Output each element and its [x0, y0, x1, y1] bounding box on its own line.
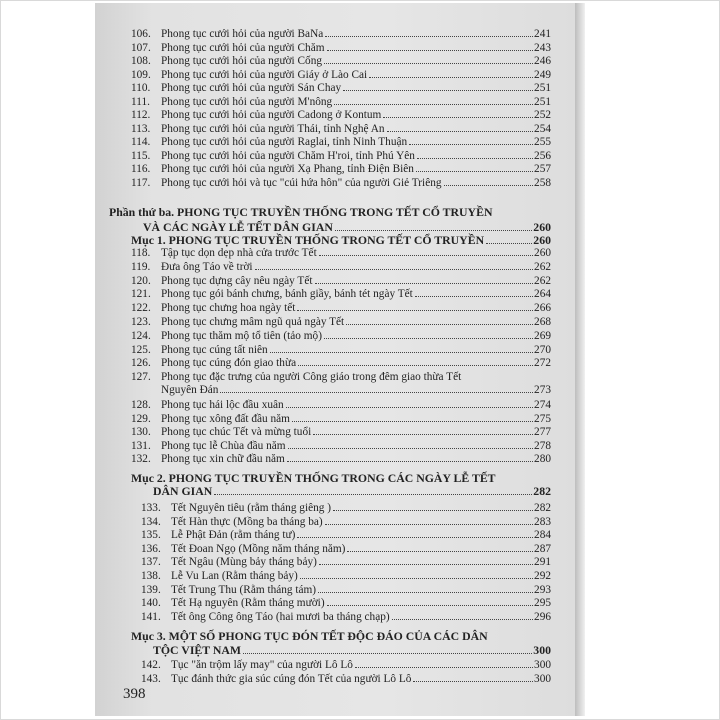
- toc-entry: [131, 261, 551, 274]
- entry-number: 130.: [131, 426, 151, 438]
- dot-leader: [315, 283, 534, 284]
- entry-text: Tết Nguyên tiêu (rằm tháng giêng ): [171, 502, 331, 514]
- entry-text: Phong tục cúng đón giao thừa: [161, 357, 297, 370]
- entry-number: 116.: [131, 163, 151, 175]
- page-ref: 262: [534, 260, 551, 273]
- page-ref: 300: [534, 659, 551, 671]
- entry-text: Phong tục cưới hỏi của người Thái, tỉnh Nghệ An: [161, 122, 385, 135]
- page-ref: 287: [534, 542, 551, 555]
- entry-text: Phong tục cưới hỏi của người Raglai, tỉnh Ninh Thuận: [161, 136, 408, 148]
- dot-leader: [325, 524, 533, 525]
- entry-text: Phong tục cưới hỏi của người Cống: [161, 55, 322, 67]
- dot-leader: [416, 171, 533, 172]
- page-ref: 241: [534, 28, 551, 40]
- dot-leader: [288, 448, 533, 449]
- page-ref: 272: [534, 357, 551, 370]
- dot-leader: [313, 434, 533, 435]
- toc-entry: [131, 109, 551, 122]
- entry-text: Phong tục cưới hỏi của người M'nông: [161, 95, 333, 108]
- toc-entry: [141, 659, 551, 672]
- entry-number: 128.: [131, 399, 151, 411]
- entry-text: Phong tục xin chữ đầu năm: [161, 453, 285, 465]
- dot-leader: [327, 50, 534, 51]
- entry-text: Phong tục cưới hỏi của người Xạ Phang, tỉnh Điện Biên: [161, 163, 414, 175]
- section-3-line2: TỘC VIỆT NAM: [153, 643, 242, 657]
- page-ref: 251: [534, 82, 551, 94]
- entry-text: Phong tục cưới hỏi của người Chăm: [161, 41, 325, 54]
- dot-leader: [243, 653, 532, 654]
- dot-leader: [298, 365, 533, 366]
- page-ref: 258: [534, 176, 551, 189]
- page-ref: 275: [534, 412, 551, 425]
- section-3-line1: Mục 3. MỘT SỐ PHONG TỤC ĐÓN TẾT ĐỘC ĐÁO CỦA CÁC DÂN: [131, 629, 488, 643]
- entry-text: Phong tục dựng cây nêu ngày Tết: [161, 274, 313, 287]
- entry-number: 119.: [131, 260, 151, 273]
- entry-text: Phong tục chúc Tết và mừng tuổi: [161, 426, 312, 438]
- page-ref: 260: [533, 220, 551, 234]
- page-ref: 264: [534, 288, 551, 301]
- page-ref: 251: [534, 95, 551, 108]
- page-ref: 270: [534, 343, 551, 356]
- entry-number: 139.: [141, 583, 161, 596]
- toc-entry: [141, 502, 551, 515]
- dot-leader: [297, 537, 533, 538]
- dot-leader: [355, 667, 533, 668]
- page-ref: 256: [534, 149, 551, 162]
- toc-entry: [141, 584, 551, 597]
- page-ref: 296: [534, 610, 551, 623]
- entry-text: Tết Trung Thu (Rằm tháng tám): [171, 583, 317, 596]
- entry-text: Phong tục cưới hỏi của người Chăm H'roi, tỉnh Phú Yên: [161, 149, 415, 162]
- dot-leader: [335, 230, 532, 231]
- entry-text: Phong tục cúng tất niên: [161, 343, 268, 356]
- toc-entry: [131, 96, 551, 109]
- entry-number: 133.: [141, 502, 161, 514]
- dot-leader: [287, 461, 533, 462]
- toc-entry-127-line1: [131, 371, 551, 384]
- dot-leader: [327, 605, 533, 606]
- entry-text: Phong tục xông đất đầu năm: [161, 412, 290, 425]
- toc-entry: [131, 28, 551, 41]
- page-ref: 284: [534, 529, 551, 542]
- dot-leader: [318, 592, 533, 593]
- toc-entry: [131, 302, 551, 315]
- entry-text: Phong tục cưới hỏi của người Cadong ở Kontum: [161, 109, 382, 121]
- toc-entry-127-line2: [161, 384, 551, 397]
- entry-text: Tết Đoan Ngọ (Mồng năm tháng năm): [171, 542, 346, 555]
- page-ref: 255: [534, 136, 551, 148]
- toc-entry: [141, 611, 551, 624]
- section-1-title: Mục 1. PHONG TỤC TRUYỀN THỐNG TRONG TẾT CỔ TRUYỀN: [131, 233, 485, 247]
- entry-number: 108.: [131, 55, 151, 67]
- toc-entry: [141, 570, 551, 583]
- entry-number: 143.: [141, 672, 161, 685]
- dot-leader: [369, 77, 533, 78]
- toc-entry: [131, 55, 551, 68]
- page-ref: 282: [533, 484, 551, 498]
- dot-leader: [220, 392, 533, 393]
- entry-text: Phong tục chưng mâm ngũ quả ngày Tết: [161, 316, 345, 328]
- entry-number: 106.: [131, 28, 151, 40]
- page-ref: 246: [534, 55, 551, 67]
- toc-entry: [131, 330, 551, 343]
- page-ref: 283: [534, 515, 551, 528]
- dot-leader: [319, 255, 533, 256]
- toc-entry: [131, 344, 551, 357]
- dot-leader: [486, 243, 532, 244]
- table-of-contents: [95, 3, 575, 716]
- dot-leader: [346, 324, 533, 325]
- entry-text: Tục đánh thức gia súc cúng đón Tết của người Lô Lô: [171, 672, 412, 685]
- entry-number: 109.: [131, 68, 151, 81]
- dot-leader: [387, 131, 534, 132]
- entry-number: 134.: [141, 515, 161, 528]
- page-ref: 254: [534, 122, 551, 135]
- toc-entry: [141, 529, 551, 542]
- page-ref: 260: [533, 233, 551, 247]
- page-ref: 293: [534, 583, 551, 596]
- toc-entry: [141, 556, 551, 569]
- dot-leader: [392, 619, 533, 620]
- entry-number: 141.: [141, 610, 161, 623]
- entry-number: 113.: [131, 122, 151, 135]
- entry-number: 132.: [131, 453, 151, 465]
- toc-entry: [131, 275, 551, 288]
- page-ref: 273: [534, 384, 551, 396]
- entry-text: Đưa ông Táo về trời: [161, 260, 253, 273]
- entry-number: 110.: [131, 82, 151, 94]
- entry-text: Phong tục hái lộc đầu xuân: [161, 399, 284, 411]
- entry-text: Phong tục chưng hoa ngày tết: [161, 302, 296, 315]
- entry-number: 127.: [131, 371, 151, 383]
- dot-leader: [444, 185, 534, 186]
- toc-entry: [131, 123, 551, 136]
- toc-entry: [131, 413, 551, 426]
- dot-leader: [319, 564, 533, 565]
- toc-entry: [131, 316, 551, 329]
- page-ref: 278: [534, 439, 551, 452]
- section-2-line2: DÂN GIAN: [153, 484, 213, 498]
- page-ref: 292: [534, 570, 551, 582]
- entry-text: Phong tục lễ Chùa đầu năm: [161, 439, 286, 452]
- entry-number: 142.: [141, 659, 161, 671]
- dot-leader: [324, 63, 533, 64]
- page-ref: 300: [533, 643, 551, 657]
- dot-leader: [270, 352, 533, 353]
- dot-leader: [297, 310, 533, 311]
- entry-number: 115.: [131, 149, 151, 162]
- entry-number: 112.: [131, 109, 151, 121]
- dot-leader: [333, 510, 533, 511]
- page-ref: 300: [534, 672, 551, 685]
- entry-number: 120.: [131, 274, 151, 287]
- entry-number: 129.: [131, 412, 151, 425]
- page-ref: 274: [534, 399, 551, 411]
- entry-number: 123.: [131, 316, 151, 328]
- page-ref: 260: [534, 247, 551, 259]
- entry-number: 114.: [131, 136, 151, 148]
- toc-entry: [131, 150, 551, 163]
- toc-entry: [131, 69, 551, 82]
- section-1-row: [131, 234, 551, 247]
- entry-number: 121.: [131, 288, 151, 301]
- page-ref: 257: [534, 163, 551, 175]
- page-ref: 266: [534, 302, 551, 315]
- dot-leader: [292, 421, 533, 422]
- entry-number: 137.: [141, 556, 161, 569]
- entry-number: 117.: [131, 176, 151, 189]
- entry-text: Phong tục thăm mộ tổ tiên (tảo mộ): [161, 329, 322, 342]
- entry-number: 140.: [141, 597, 161, 610]
- section-2-line1: Mục 2. PHONG TỤC TRUYỀN THỐNG TRONG CÁC NGÀY LỄ TẾT: [131, 471, 496, 485]
- toc-entry: [131, 177, 551, 190]
- dot-leader: [255, 269, 533, 270]
- toc-entry: [131, 288, 551, 301]
- part-title-line1: Phần thứ ba. PHONG TỤC TRUYỀN THỐNG TRONG TẾT CỔ TRUYỀN: [109, 205, 493, 219]
- page-ref: 277: [534, 426, 551, 438]
- entry-number: 107.: [131, 41, 151, 54]
- entry-text: Phong tục cưới hỏi và tục "cúi hứa hôn" của người Giẻ Triêng: [161, 176, 442, 189]
- dot-leader: [413, 681, 533, 682]
- page-ref: 269: [534, 329, 551, 342]
- page-ref: 268: [534, 316, 551, 328]
- toc-entry: [131, 136, 551, 149]
- page-ref: 282: [534, 502, 551, 514]
- entry-text: Phong tục cưới hỏi của người Sán Chay: [161, 82, 342, 94]
- entry-text: Tết ông Công ông Táo (hai mươi ba tháng chạp): [171, 610, 390, 623]
- dot-leader: [324, 338, 533, 339]
- dot-leader: [409, 144, 533, 145]
- dot-leader: [300, 578, 533, 579]
- toc-entry: [131, 163, 551, 176]
- entry-number: 135.: [141, 529, 161, 542]
- toc-entry: [131, 247, 551, 260]
- page-ref: 280: [534, 453, 551, 465]
- toc-entry: [131, 42, 551, 55]
- entry-number: 131.: [131, 439, 151, 452]
- entry-text-cont: Nguyên Đán: [161, 384, 219, 396]
- dot-leader: [347, 551, 533, 552]
- entry-text: Lễ Phật Đản (rằm tháng tư): [171, 529, 296, 542]
- toc-entry: [131, 357, 551, 370]
- page-ref: 243: [534, 41, 551, 54]
- page-ref: 291: [534, 556, 551, 569]
- toc-entry: [131, 399, 551, 412]
- dot-leader: [334, 104, 533, 105]
- dot-leader: [214, 494, 532, 495]
- page-ref: 249: [534, 68, 551, 81]
- toc-entry: [141, 543, 551, 556]
- entry-text: Lễ Vu Lan (Rằm tháng bảy): [171, 570, 298, 582]
- dot-leader: [417, 158, 533, 159]
- entry-text: Phong tục gói bánh chưng, bánh giầy, bánh tét ngày Tết: [161, 288, 413, 301]
- entry-text: Phong tục cưới hỏi của người BaNa: [161, 28, 324, 40]
- dot-leader: [325, 36, 533, 37]
- entry-number: 138.: [141, 570, 161, 582]
- entry-text: Phong tục cưới hỏi của người Giáy ở Lào Cai: [161, 68, 368, 81]
- page-ref: 252: [534, 109, 551, 121]
- toc-entry: [131, 82, 551, 95]
- page-edge: [575, 3, 585, 716]
- dot-leader: [383, 117, 533, 118]
- entry-number: 122.: [131, 302, 151, 315]
- toc-entry: [131, 426, 551, 439]
- dot-leader: [343, 90, 533, 91]
- dot-leader: [415, 296, 533, 297]
- entry-number: 111.: [131, 95, 150, 108]
- dot-leader: [286, 407, 533, 408]
- section-3-line2-row: [153, 644, 551, 657]
- entry-number: 136.: [141, 542, 161, 555]
- part-title-line2: VÀ CÁC NGÀY LỄ TẾT DÂN GIAN: [143, 220, 333, 234]
- entry-number: 118.: [131, 247, 151, 259]
- toc-entry: [141, 516, 551, 529]
- entry-text: Phong tục đặc trưng của người Công giáo trong đêm giao thừa Tết: [161, 371, 462, 383]
- entry-number: 126.: [131, 357, 151, 370]
- page-ref: 262: [534, 274, 551, 287]
- section-2-line2-row: [153, 485, 551, 498]
- entry-text: Tập tục dọn dẹp nhà cửa trước Tết: [161, 247, 317, 259]
- entry-text: Tết Ngâu (Mùng bảy tháng bảy): [171, 556, 317, 569]
- toc-entry: [141, 673, 551, 686]
- entry-number: 125.: [131, 343, 151, 356]
- book-page: [95, 3, 575, 716]
- page-ref: 295: [534, 597, 551, 610]
- entry-number: 124.: [131, 329, 151, 342]
- toc-entry: [131, 440, 551, 453]
- entry-text: Tết Hạ nguyên (Rằm tháng mười): [171, 597, 325, 610]
- page-number: 398: [123, 686, 146, 702]
- toc-entry: [141, 597, 551, 610]
- entry-text: Tục "ăn trộm lấy may" của người Lô Lô: [171, 659, 353, 671]
- entry-text: Tết Hàn thực (Mồng ba tháng ba): [171, 515, 323, 528]
- toc-entry: [131, 453, 551, 466]
